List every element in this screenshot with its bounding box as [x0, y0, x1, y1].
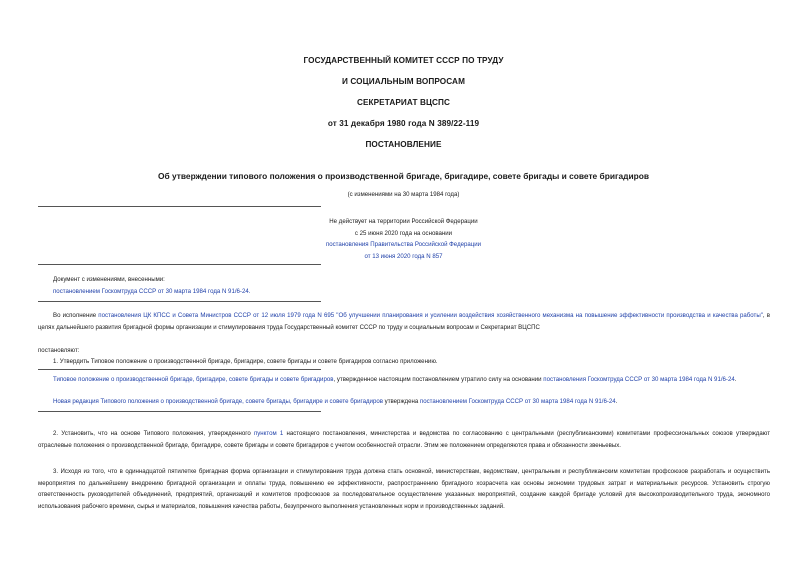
- note-1-link-resolution[interactable]: постановления Госкомтруда СССР от 30 марта 1984 года N 91/6-24: [543, 376, 735, 383]
- note-1-end: .: [734, 376, 737, 383]
- intro-link-resolution[interactable]: постановления ЦК КПСС и Совета Министров СССР от 12 июля 1979 года N 695 "Об улучшении планирования и усилении воздействия хозяйственного механизма на повышение эффективности производства и качества работы": [98, 312, 763, 319]
- status-line-2: с 25 июня 2020 года на основании: [354, 229, 453, 237]
- status-link-date[interactable]: от 13 июня 2020 года N 857: [364, 252, 443, 260]
- intro-paragraph: [38, 310, 770, 333]
- divider: [38, 206, 321, 207]
- note-1-link-position[interactable]: Типовое положение о производственной бригаде, бригадире, совете бригады и совете бригадиров: [53, 376, 334, 383]
- divider: [38, 369, 321, 370]
- note-1-text: , утвержденное настоящим постановлением утратило силу на основании: [333, 376, 544, 383]
- document-date-number: от 31 декабря 1980 года N 389/22-119: [327, 119, 480, 128]
- divider: [38, 301, 321, 302]
- note-1: [38, 374, 770, 386]
- document-title: Об утверждении типового положения о производственной бригаде, бригадире, совете бригады и совете бригадиров: [158, 171, 649, 181]
- intro-text-end: , в целях дальнейшего развития бригадной формы организации и стимулирования труда Государственный комитет СССР по труду и социальным вопросам и Секретариат ВЦСПС: [38, 312, 771, 331]
- changes-label: Документ с изменениями, внесенными:: [53, 276, 165, 283]
- status-link-resolution[interactable]: постановления Правительства Российской Федерации: [325, 241, 482, 248]
- resolve-line: постановляют:: [38, 347, 80, 354]
- issuer-line-2: И СОЦИАЛЬНЫМ ВОПРОСАМ: [342, 77, 465, 86]
- note-2-link-new-edition[interactable]: Новая редакция Типового положения о производственной бригаде, совете бригады, бригадире и совете бригадиров: [53, 398, 383, 405]
- status-line-1: Не действует на территории Российской Федерации: [329, 218, 478, 225]
- intro-text-start: Во исполнение: [53, 312, 99, 319]
- item-2-text-start: 2. Установить, что на основе Типового положения, утвержденного: [53, 430, 254, 437]
- note-2-link-resolution[interactable]: постановлением Госкомтруда СССР от 30 марта 1984 года N 91/6-24: [419, 398, 616, 405]
- divider: [38, 264, 321, 265]
- changes-block: [53, 274, 250, 297]
- item-2: [38, 428, 770, 451]
- document-type: ПОСТАНОВЛЕНИЕ: [365, 140, 442, 149]
- note-2: [38, 396, 770, 408]
- issuer-line-1: ГОСУДАРСТВЕННЫЙ КОМИТЕТ СССР ПО ТРУДУ: [303, 56, 504, 65]
- item-1: 1. Утвердить Типовое положение о производственной бригаде, бригадире, совете бригады и совете бригадиров согласно приложению.: [53, 358, 438, 365]
- item-3: 3. Исходя из того, что в одиннадцатой пятилетке бригадная форма организации и стимулирования труда должна стать основной, министерствам, ведомствам, центральным и республиканским комитетам профсоюзов разработать и осуществить мероприятия по дальнейшему внедрению бригадной организации и оплаты труда, повышению ее эффективности, распространению бригадного хозрасчета как основы экономии трудовых затрат и материальных ресурсов. Установить строгую ответственность руководителей объединений, предприятий, организаций и комитетов профсоюзов за последовательное осуществление указанных мероприятий, создание каждой бригаде условий для высокопроизводительного труда, экономного использования рабочего времени, сырья и материалов, повышения качества работы, безупречного выполнения установленных норм и производственных заданий.: [38, 468, 770, 510]
- issuer-line-3: СЕКРЕТАРИАТ ВЦСПС: [356, 98, 451, 107]
- divider: [38, 411, 321, 412]
- item-2-link-point-1[interactable]: пунктом 1: [253, 430, 284, 437]
- status-block: [0, 216, 807, 262]
- note-2-end: .: [615, 398, 618, 405]
- note-2-text: утверждена: [382, 398, 420, 405]
- amendment-note: (с изменениями на 30 марта 1984 года): [347, 191, 460, 198]
- changes-link[interactable]: постановлением Госкомтруда СССР от 30 марта 1984 года N 91/6-24.: [53, 287, 251, 295]
- item-2-text-end: настоящего постановления, министерства и ведомства по согласованию с центральными (республиканскими) комитетами профессиональных союзов утверждают отраслевые положения о производственной бригаде, бригадире, совете бригады и совете бригадиров с учетом особенностей отрасли. Этим же положением определяются права и обязанности звеньевых.: [38, 430, 770, 449]
